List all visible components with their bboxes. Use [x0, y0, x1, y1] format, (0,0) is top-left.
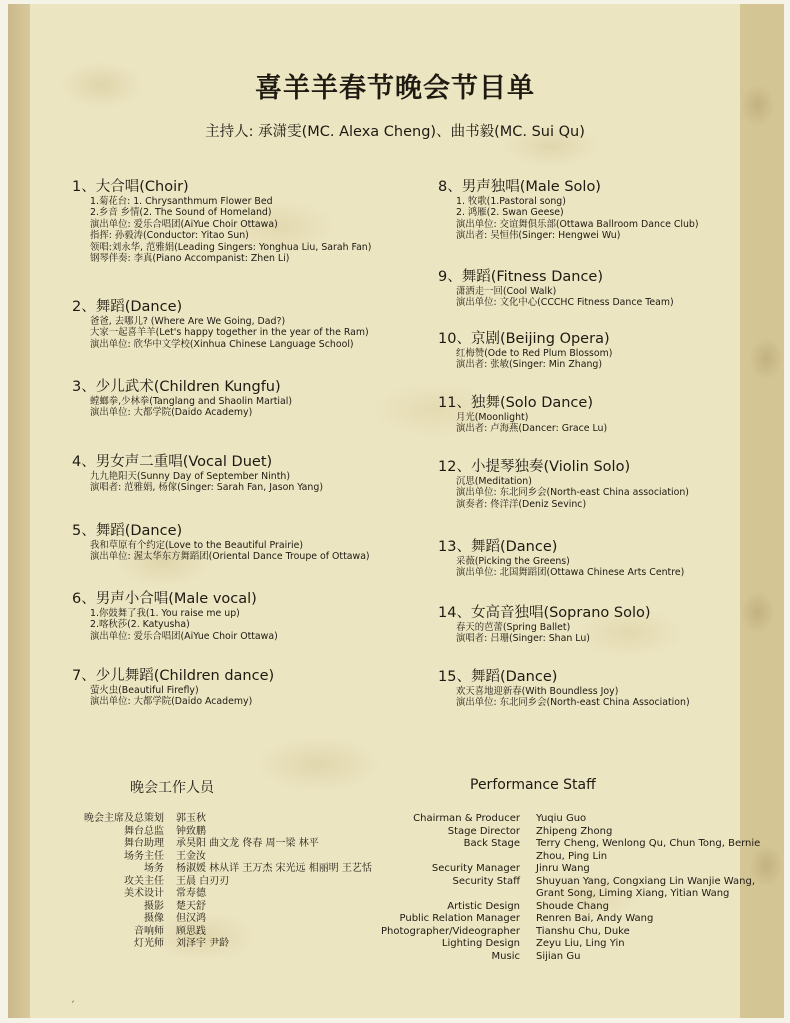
staff-row: [78, 876, 386, 889]
program-item: [438, 538, 684, 579]
staff-role: 场务主任: [124, 850, 164, 862]
program-detail: 采薇(Picking the Greens): [456, 556, 570, 567]
program-detail: 大家一起喜羊羊(Let's happy together in the year of the Ram): [90, 327, 369, 339]
staff-role: 音响师: [134, 925, 164, 937]
staff-role: Stage Director: [447, 825, 520, 837]
staff-role: 晚会主席及总策划: [84, 813, 164, 824]
program-detail: 演出者: 卢海燕(Dancer: Grace Lu): [456, 423, 608, 435]
staff-names: Shoude Chang: [536, 900, 609, 912]
program-title: 5、舞蹈(Dance): [72, 523, 183, 539]
program-title: 2、舞蹈(Dance): [72, 299, 183, 315]
staff-row: [78, 813, 386, 826]
staff-table-en: [370, 813, 764, 963]
program-title: 8、男声独唱(Male Solo): [438, 179, 601, 195]
staff-role: 攻关主任: [124, 875, 164, 887]
staff-role: 灯光师: [134, 938, 164, 949]
left-decor-band: [8, 4, 30, 1018]
program-detail: 1.你鼓舞了我(1. You raise me up): [90, 608, 240, 619]
staff-role: 舞台总监: [124, 825, 164, 837]
hosts-line: 主持人: 承潇雯(MC. Alexa Cheng)、曲书毅(MC. Sui Qu): [205, 124, 585, 140]
staff-row: [78, 888, 386, 901]
staff-names: 刘泽宇 尹龄: [176, 938, 230, 949]
staff-role: Lighting Design: [441, 938, 520, 949]
staff-names: Terry Cheng, Wenlong Qu, Chun Tong, Bernie Zhou, Ping Lin: [536, 838, 761, 862]
program-detail: 螳螂拳,少林拳(Tanglang and Shaolin Martial): [90, 396, 293, 407]
program-detail: 红梅赞(Ode to Red Plum Blossom): [456, 348, 613, 359]
program-item: [438, 330, 612, 371]
program-item: [438, 604, 651, 645]
program-detail: 演出单位: 文化中心(CCCHC Fitness Dance Team): [456, 297, 674, 309]
program-detail: 指挥: 孙毅涛(Conductor: Yitao Sun): [90, 230, 249, 242]
staff-role: Back Stage: [463, 838, 520, 849]
program-detail: 演出单位: 东北同乡会(North-east China association): [456, 487, 689, 499]
program-detail: 演唱者: 范雅娟, 杨傢(Singer: Sarah Fan, Jason Yang): [90, 482, 323, 494]
staff-role: 摄影: [144, 900, 164, 912]
staff-row: [370, 913, 764, 926]
program-detail: 欢天喜地迎新春(With Boundless Joy): [456, 686, 619, 697]
program-title: 1、大合唱(Choir): [72, 179, 189, 195]
staff-names: 但汉鸿: [176, 913, 206, 924]
program-item: [438, 268, 674, 309]
staff-row: [78, 838, 386, 851]
program-item: [72, 178, 371, 264]
staff-role: 美术设计: [124, 888, 164, 899]
staff-names: 王金汝: [176, 850, 206, 862]
program-detail: 演出者: 张敏(Singer: Min Zhang): [456, 359, 602, 371]
staff-row: [370, 826, 764, 839]
program-detail: 领唱:刘永华, 范雅娟(Leading Singers: Yonghua Liu, Sarah Fan): [90, 241, 372, 253]
staff-row: [78, 826, 386, 839]
staff-names: 常寿德: [176, 888, 206, 899]
program-title: 14、女高音独唱(Soprano Solo): [438, 605, 651, 621]
program-detail: 演出单位: 欣华中文学校(Xinhua Chinese Language School): [90, 338, 354, 350]
program-title: 4、男女声二重唱(Vocal Duet): [72, 454, 273, 470]
program-detail: 演出单位: 交谊舞俱乐部(Ottawa Ballroom Dance Club): [456, 218, 699, 230]
program-item: [72, 667, 274, 708]
staff-names: Jinru Wang: [536, 863, 590, 874]
staff-role: 摄像: [144, 913, 164, 924]
staff-names: 郭玉秋: [176, 813, 206, 824]
program-detail: 演出单位: 东北同乡会(North-east China Association): [456, 697, 690, 709]
staff-names: Sijian Gu: [536, 950, 581, 962]
program-title: 9、舞蹈(Fitness Dance): [438, 269, 604, 285]
staff-row: [78, 926, 386, 939]
program-title: 6、男声小合唱(Male vocal): [72, 591, 257, 607]
staff-role: Photographer/Videographer: [381, 925, 520, 937]
program-detail: 沉思(Meditation): [456, 476, 532, 487]
staff-names: 杨淑媛 林从详 王万杰 宋光远 相丽明 王艺恬: [176, 863, 372, 874]
program-item: [72, 522, 370, 563]
staff-names: Zeyu Liu, Ling Yin: [536, 938, 625, 949]
program-item: [438, 458, 689, 510]
staff-names: 顾思践: [176, 925, 206, 937]
program-detail: 演唱者: 吕珊(Singer: Shan Lu): [456, 633, 590, 645]
program-item: [438, 394, 607, 435]
program-detail: 演出单位: 爱乐合唱团(AiYue Choir Ottawa): [90, 218, 278, 230]
staff-heading-en: Performance Staff: [470, 777, 596, 793]
program-item: [438, 668, 690, 709]
staff-role: Security Manager: [431, 863, 520, 874]
staff-role: Artistic Design: [447, 900, 520, 912]
program-item: [438, 178, 699, 242]
program-title: 11、独舞(Solo Dance): [438, 395, 593, 411]
program-detail: 潇洒走一回(Cool Walk): [456, 286, 557, 297]
staff-heading-cn: 晚会工作人员: [130, 780, 214, 796]
staff-role: 舞台助理: [124, 838, 164, 849]
program-detail: 演奏者: 佟洋洋(Deniz Sevinc): [456, 498, 587, 510]
staff-row: [370, 938, 764, 951]
program-detail: 春天的芭蕾(Spring Ballet): [456, 622, 571, 633]
staff-row: [370, 876, 764, 901]
program-item: [72, 453, 323, 494]
program-detail: 月光(Moonlight): [456, 412, 529, 423]
staff-row: [78, 863, 386, 876]
staff-row: [78, 851, 386, 864]
program-detail: 1. 牧歌(1.Pastoral song): [456, 196, 566, 207]
staff-role: Music: [491, 950, 520, 962]
program-detail: 2.喀秋莎(2. Katyusha): [90, 619, 190, 631]
program-detail: 我和草原有个约定(Love to the Beautiful Prairie): [90, 540, 304, 551]
page-title: 喜羊羊春节晚会节目单: [255, 73, 535, 104]
program-item: [72, 378, 292, 419]
staff-names: 承昊阳 曲文龙 佟春 周一梁 林平: [176, 838, 319, 849]
staff-row: [370, 863, 764, 876]
staff-row: [78, 938, 386, 951]
staff-role: Security Staff: [452, 875, 520, 887]
program-title: 10、京剧(Beijing Opera): [438, 331, 610, 347]
program-title: 15、舞蹈(Dance): [438, 669, 558, 685]
program-detail: 演出单位: 大都学院(Daido Academy): [90, 407, 253, 419]
program-detail: 演出单位: 大都学院(Daido Academy): [90, 696, 253, 708]
staff-role: 场务: [144, 863, 164, 874]
staff-row: [78, 913, 386, 926]
program-detail: 演出单位: 爱乐合唱团(AiYue Choir Ottawa): [90, 630, 278, 642]
staff-role: Public Relation Manager: [399, 913, 520, 924]
program-title: 3、少儿武术(Children Kungfu): [72, 379, 281, 395]
staff-names: 王晨 白刃刃: [176, 875, 230, 887]
staff-names: Shuyuan Yang, Congxiang Lin Wanjie Wang, Grant Song, Liming Xiang, Yitian Wang: [536, 875, 756, 899]
staff-names: Renren Bai, Andy Wang: [536, 913, 654, 924]
staff-table-cn: [78, 813, 386, 951]
program-detail: 九九艳阳天(Sunny Day of September Ninth): [90, 471, 290, 482]
program-detail: 演出单位: 渥太华东方舞蹈团(Oriental Dance Troupe of Ottawa): [90, 551, 370, 563]
program-title: 7、少儿舞蹈(Children dance): [72, 668, 275, 684]
program-title: 12、小提琴独奏(Violin Solo): [438, 459, 631, 475]
program-item: [72, 298, 369, 350]
scan-mark: ˏ: [70, 992, 75, 1003]
staff-row: [78, 901, 386, 914]
staff-names: 钟致鹏: [176, 825, 206, 837]
program-detail: 钢琴伴奏: 李真(Piano Accompanist: Zhen Li): [90, 253, 290, 265]
program-detail: 2.乡音 乡情(2. The Sound of Homeland): [90, 207, 272, 219]
staff-names: Yuqiu Guo: [536, 813, 587, 824]
staff-row: [370, 813, 764, 826]
program-detail: 演出单位: 北国舞蹈团(Ottawa Chinese Arts Centre): [456, 567, 685, 579]
staff-row: [370, 951, 764, 964]
program-item: [72, 590, 278, 642]
staff-names: Tianshu Chu, Duke: [536, 925, 630, 937]
staff-names: 楚天舒: [176, 900, 206, 912]
staff-names: Zhipeng Zhong: [536, 825, 613, 837]
program-detail: 爸爸, 去哪儿? (Where Are We Going, Dad?): [90, 316, 286, 327]
staff-row: [370, 926, 764, 939]
program-detail: 2. 鸿雁(2. Swan Geese): [456, 207, 564, 219]
staff-row: [370, 901, 764, 914]
staff-role: Chairman & Producer: [413, 813, 520, 824]
staff-row: [370, 838, 764, 863]
program-title: 13、舞蹈(Dance): [438, 539, 558, 555]
program-detail: 1.菊花台: 1. Chrysanthmum Flower Bed: [90, 196, 273, 207]
program-detail: 演出者: 吴恒伟(Singer: Hengwei Wu): [456, 230, 621, 242]
program-detail: 萤火虫(Beautiful Firefly): [90, 685, 199, 696]
